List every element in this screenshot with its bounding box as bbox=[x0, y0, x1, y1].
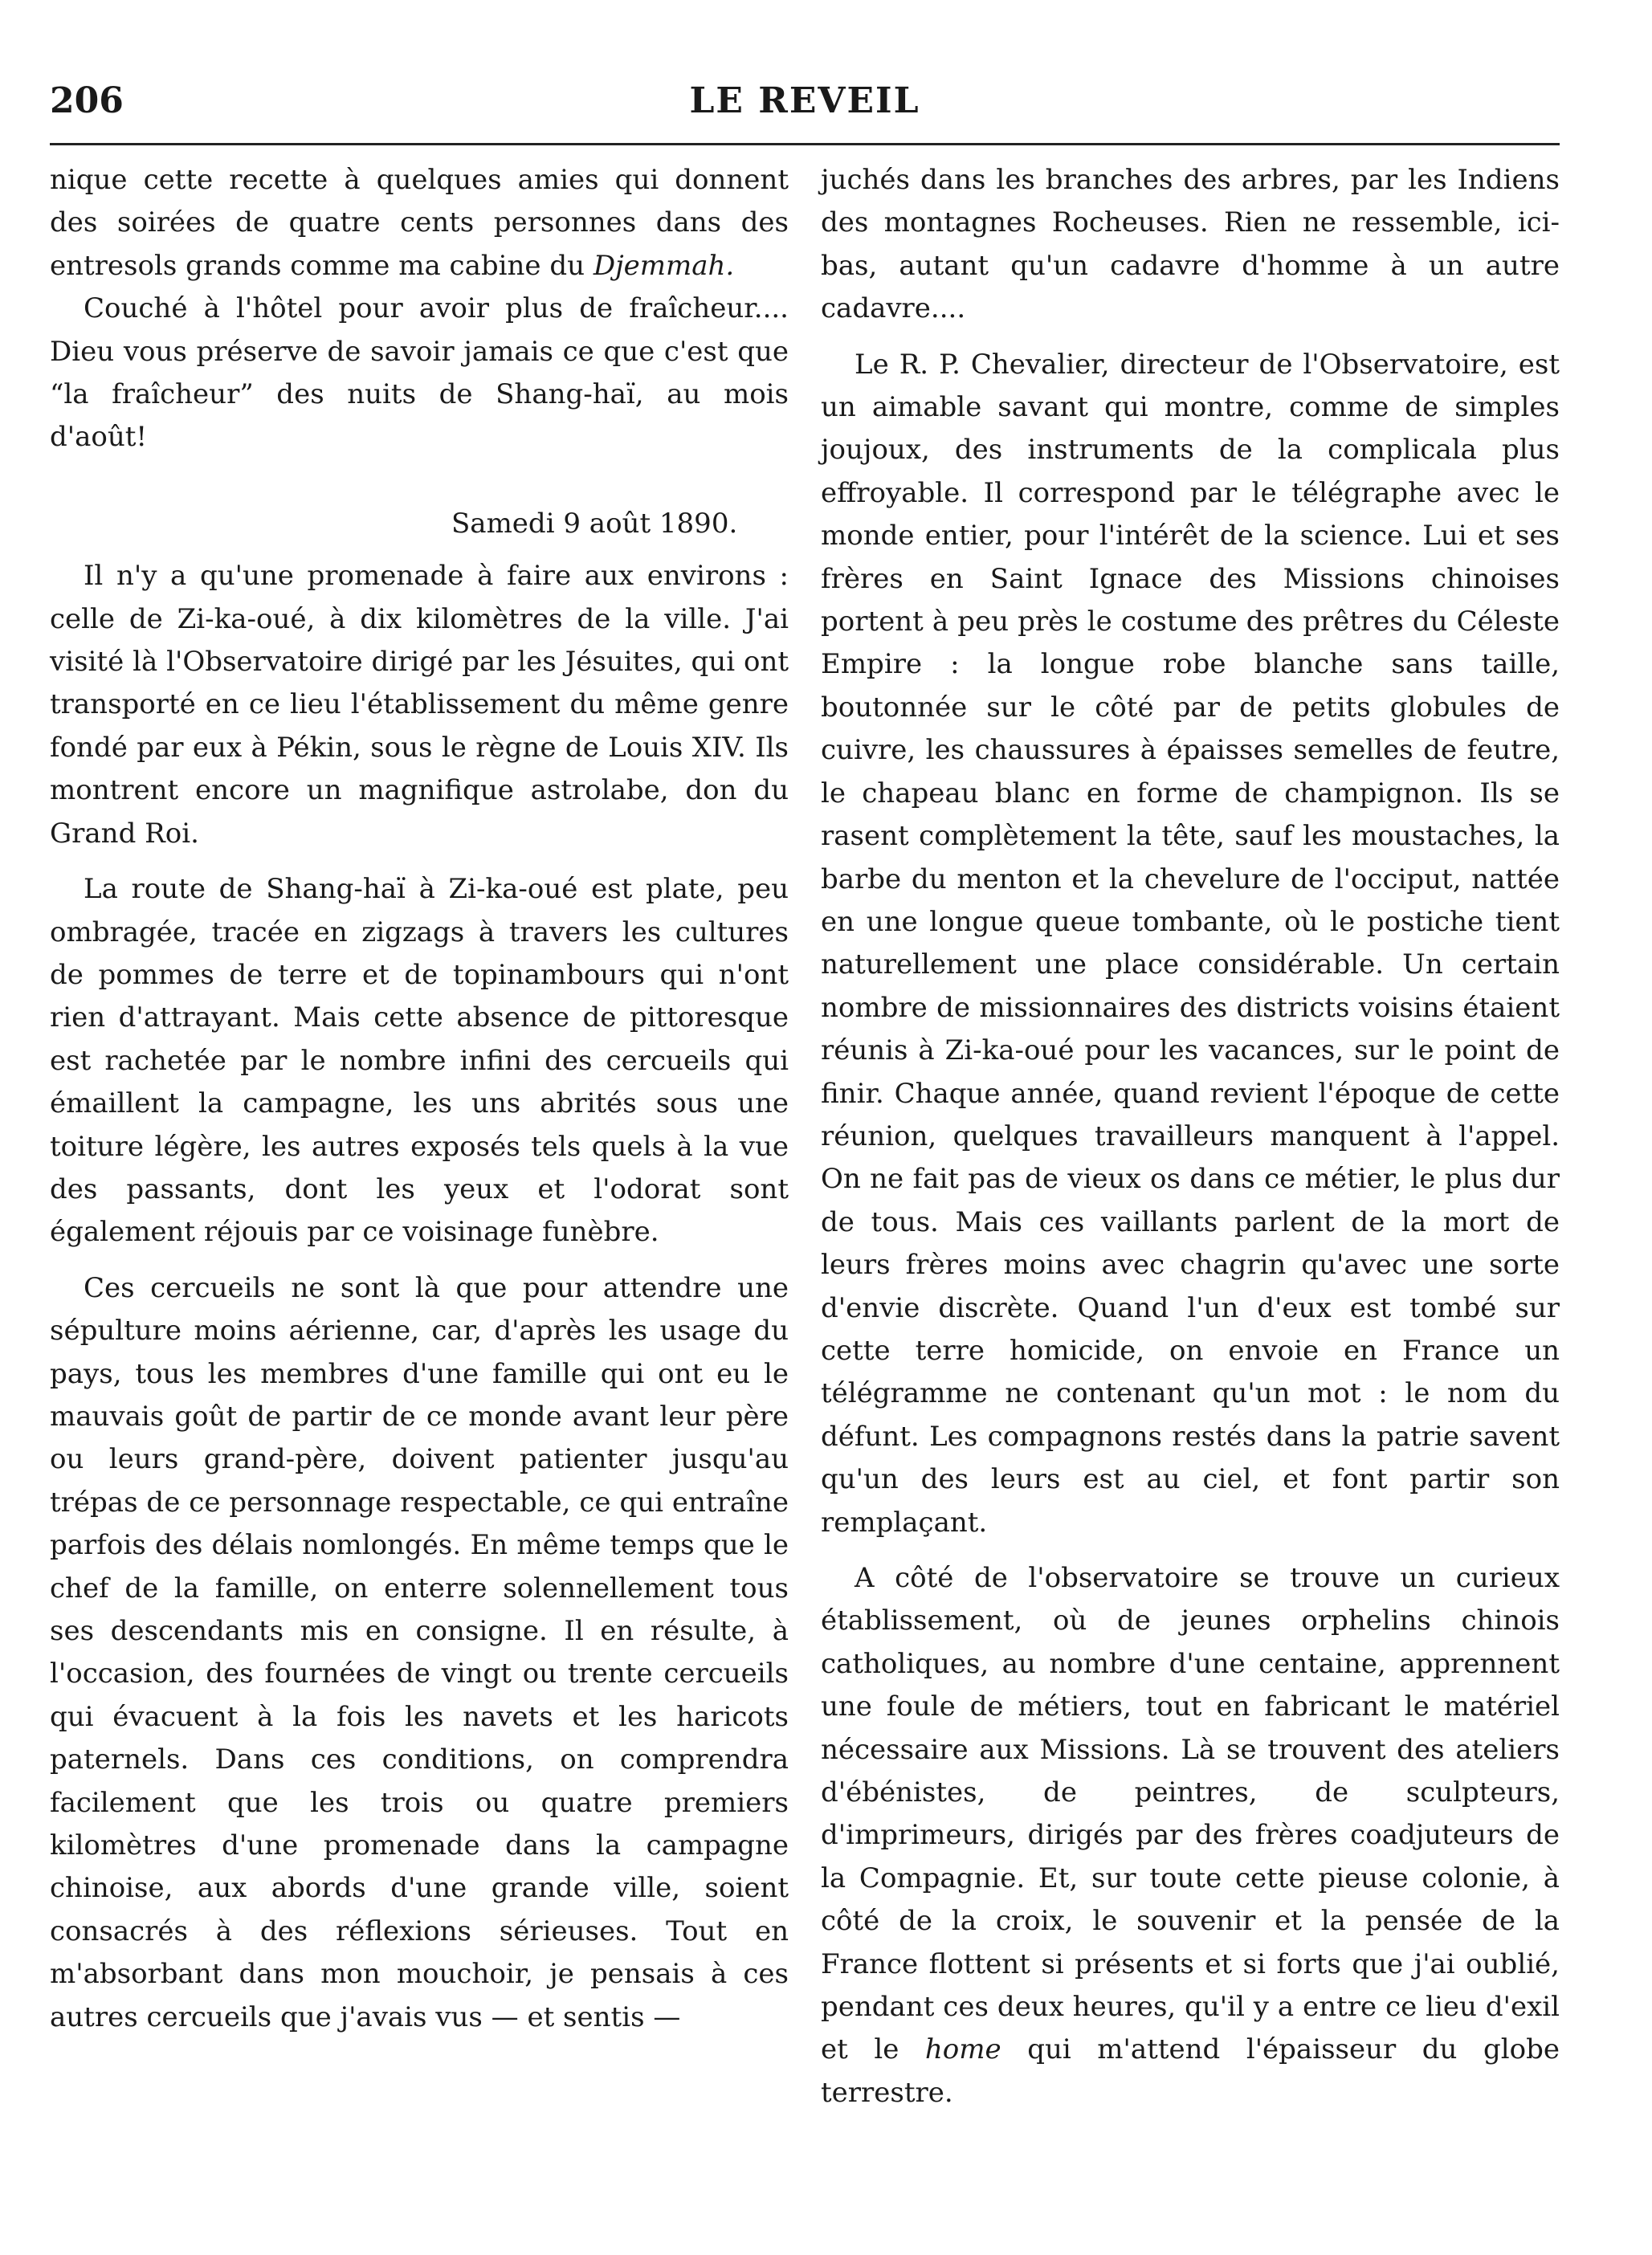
emphasized-word: home bbox=[924, 2033, 1001, 2066]
page-header bbox=[50, 80, 1560, 128]
paragraph: Il n'y a qu'une promenade à faire aux environs : celle de Zi-ka-oué, à dix kilomètres de la ville. J'ai visité là l'Observatoire dirigé par les Jésuites, qui ont transporté en ce lieu l'établissement du même genre fondé par eux à Pékin, sous le règne de Louis XIV. Ils montrent encore un magnifique astrolabe, don du Grand Roi. bbox=[50, 560, 789, 850]
ship-name: Djemmah. bbox=[593, 249, 735, 282]
running-title: LE REVEIL bbox=[689, 80, 920, 121]
paragraph: juchés dans les branches des arbres, par les Indiens des montagnes Rocheuses. Rien ne ressemble, ici-bas, autant qu'un cadavre d'homme à un autre cadavre.... bbox=[821, 164, 1560, 325]
paragraph: Couché à l'hôtel pour avoir plus de fraîcheur.... Dieu vous préserve de savoir jamais ce que c'est que “la fraîcheur” des nuits de Shang-haï, au mois d'août! bbox=[50, 292, 789, 454]
paragraph-text: A côté de l'observatoire se trouve un curieux établissement, où de jeunes orphelins chinois catholiques, au nombre d'une centaine, apprennent une foule de métiers, tout en fabricant le matériel nécessaire aux Missions. Là se trouvent des ateliers d'ébénistes, de peintres, de sculpteurs, d'imprimeurs, dirigés par des frères coadjuteurs de la Compagnie. Et, sur toute cette pieuse colonie, à côté de la croix, le souvenir et la pensée de la France flottent si présents et si forts que j'ai oublié, pendant ces deux heures, qu'il y a entre ce lieu d'exil et le bbox=[821, 1562, 1560, 2066]
header-rule bbox=[50, 143, 1560, 145]
paragraph: Le R. P. Chevalier, directeur de l'Observatoire, est un aimable savant qui montre, comme de simples joujoux, des instruments de la complicala plus effroyable. Il correspond par le télégraphe avec le monde entier, pour l'intérêt de la science. Lui et ses frères en Saint Ignace des Missions chinoises portent à peu près le costume des prêtres du Céleste Empire : la longue robe blanche sans taille, boutonnée sur le côté par de petits globules de cuivre, les chaussures à épaisses semelles de feutre, le chapeau blanc en forme de champignon. Ils se rasent complètement la tête, sauf les moustaches, la barbe du menton et la chevelure de l'occiput, nattée en une longue queue tombante, où le postiche tient naturellement une place considérable. Un certain nombre de missionnaires des districts voisins étaient réunis à Zi-ka-oué pour les vacances, sur le point de finir. Chaque année, quand revient l'époque de cette réunion, quelques travailleurs manquent à l'appel. On ne fait pas de vieux os dans ce métier, le plus dur de tous. Mais ces vaillants parlent de la mort de leurs frères moins avec chagrin qu'avec une sorte d'envie discrète. Quand l'un d'eux est tombé sur cette terre homicide, on envoie en France un télégramme ne contenant qu'un mot : le nom du défunt. Les compagnons restés dans la patrie savent qu'un des leurs est au ciel, et font partir son remplaçant. bbox=[821, 348, 1560, 1539]
page-number: 206 bbox=[50, 80, 124, 121]
paragraph-text: nique cette recette à quelques amies qui donnent des soirées de quatre cents personnes dans des entresols grands comme ma cabine du bbox=[50, 164, 789, 282]
dateline bbox=[50, 503, 789, 545]
left-column bbox=[50, 159, 789, 2039]
paragraph: La route de Shang-haï à Zi-ka-oué est plate, peu ombragée, tracée en zigzags à travers les cultures de pommes de terre et de topinambours qui n'ont rien d'attrayant. Mais cette absence de pittoresque est rachetée par le nombre infini des cercueils qui émaillent la campagne, les uns abrités sous une toiture légère, les autres exposés tels quels à la vue des passants, dont les yeux et l'odorat sont également réjouis par ce voisinage funèbre. bbox=[50, 873, 789, 1249]
paragraph-text: qui m'attend l'épaisseur du globe terrestre. bbox=[821, 2033, 1560, 2109]
paragraph bbox=[50, 159, 789, 287]
dateline-text: Samedi 9 août 1890. bbox=[451, 507, 738, 540]
paragraph bbox=[821, 1557, 1560, 2114]
right-column bbox=[821, 159, 1560, 2114]
paragraph: Ces cercueils ne sont là que pour attendre une sépulture moins aérienne, car, d'après les usage du pays, tous les membres d'une famille qui ont eu le mauvais goût de partir de ce monde avant leur père ou leurs grand-père, doivent patienter jusqu'au trépas de ce personnage respectable, ce qui entraîne parfois des délais nomlongés. En même temps que le chef de la famille, on enterre solennellement tous ses descendants mis en consigne. Il en résulte, à l'occasion, des fournées de vingt ou trente cercueils qui évacuent à la fois les navets et les haricots paternels. Dans ces conditions, on comprendra facilement que les trois ou quatre premiers kilomètres d'une promenade dans la campagne chinoise, aux abords d'une grande ville, soient consacrés à des réflexions sérieuses. Tout en m'absorbant dans mon mouchoir, je pensais à ces autres cercueils que j'avais vus — et sentis — bbox=[50, 1271, 789, 2033]
